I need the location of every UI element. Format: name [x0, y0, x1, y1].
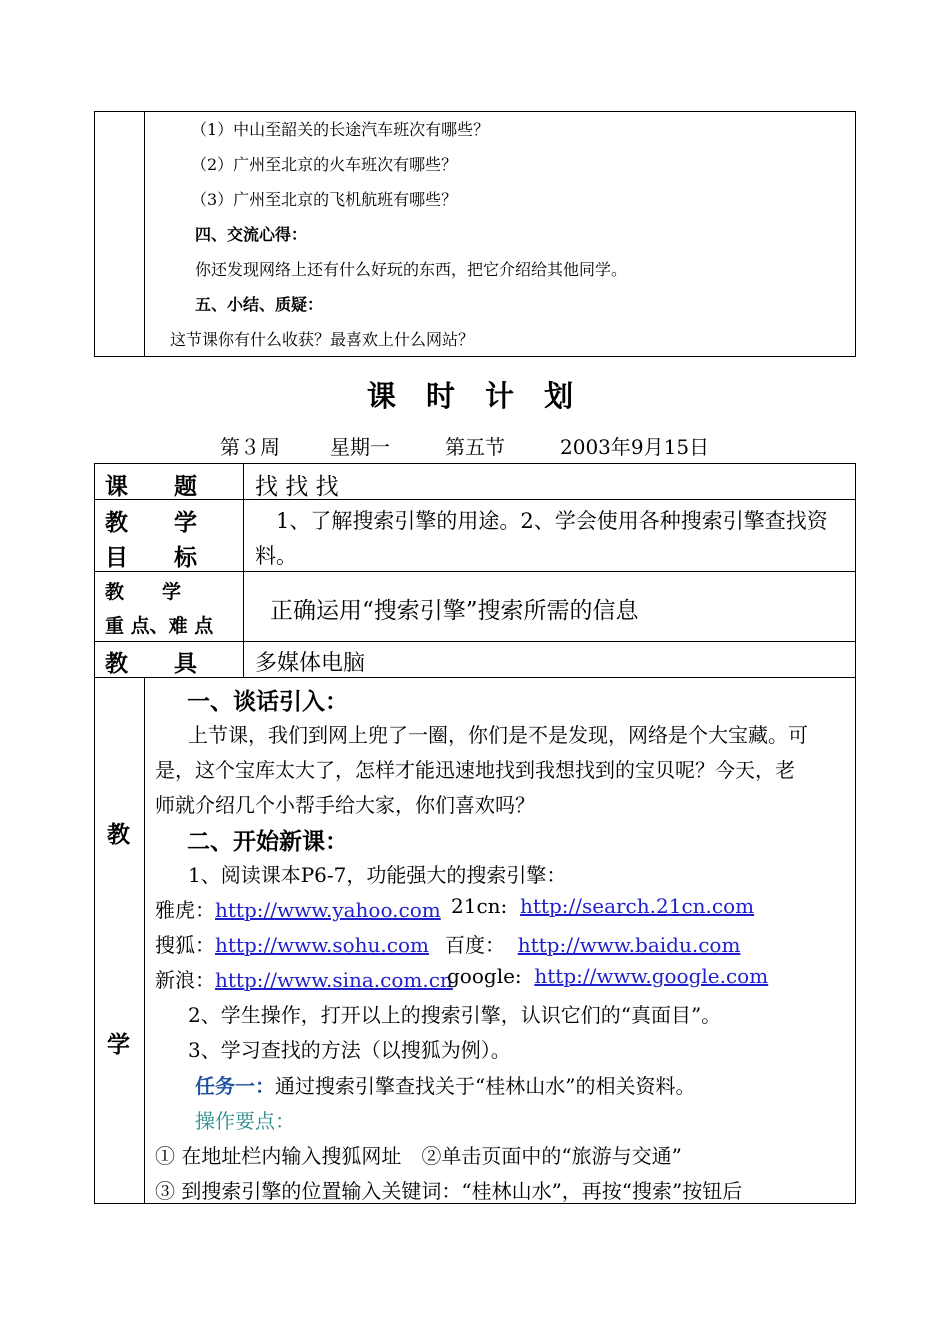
process-label-2: 学 [107, 1031, 130, 1058]
task-line [195, 1070, 695, 1099]
key-label-line-1: 教 学 [105, 581, 182, 603]
engine-name: 雅虎： [155, 898, 215, 922]
period: 第五节 [445, 435, 505, 459]
task-label: 任务一： [195, 1074, 275, 1098]
page-title: 课 时 计 划 [366, 379, 584, 413]
step-1: 1、阅读课本P6-7，功能强大的搜索引擎： [188, 863, 567, 887]
goal-label-line-1: 教 学 [105, 509, 197, 536]
section-heading-5: 五、小结、质疑： [195, 295, 324, 314]
topic-label: 课 题 [105, 473, 197, 500]
row-divider [95, 677, 855, 678]
key-value: 正确运用“搜索引擎”搜索所需的信息 [270, 598, 639, 624]
tips-heading: 操作要点： [195, 1109, 295, 1133]
section-text-5: 这节课你有什么收获？最喜欢上什么网站？ [170, 330, 475, 349]
intro-line-2: 是，这个宝库太大了，怎样才能迅速地找到我想找到的宝贝呢？今天，老 [155, 758, 795, 782]
step-2: 2、学生操作，打开以上的搜索引擎，认识它们的“真面目”。 [188, 1003, 722, 1027]
engine-row [155, 929, 429, 958]
goal-value-line-1: 1、了解搜索引擎的用途。2、学会使用各种搜索引擎查找资 [255, 509, 828, 533]
process-label-1: 教 [107, 821, 130, 848]
engine-row [445, 929, 740, 958]
heading-new-lesson: 二、开始新课： [187, 828, 348, 855]
question-line-2: （2）广州至北京的火车班次有哪些？ [191, 155, 458, 174]
engine-name: 新浪： [155, 968, 215, 992]
engine-link-sina[interactable]: http://www.sina.com.cn [215, 968, 453, 992]
engine-name: 21cn: [451, 894, 508, 918]
section-heading-4: 四、交流心得： [195, 225, 308, 244]
weekday: 星期一 [330, 435, 390, 459]
question-line-3: （3）广州至北京的飞机航班有哪些？ [191, 190, 458, 209]
intro-line-3: 师就介绍几个小帮手给大家，你们喜欢吗？ [155, 793, 535, 817]
engine-row [155, 964, 453, 993]
engine-row [447, 964, 768, 988]
engine-link-21cn[interactable]: http://search.21cn.com [520, 894, 755, 918]
column-divider [243, 464, 244, 677]
engine-row [451, 894, 754, 918]
row-divider [95, 641, 855, 642]
engine-link-baidu[interactable]: http://www.baidu.com [517, 933, 741, 957]
engine-link-google[interactable]: http://www.google.com [534, 964, 769, 988]
date: 2003年9月15日 [560, 435, 710, 459]
step-3: 3、学习查找的方法（以搜狐为例）。 [188, 1038, 511, 1062]
engine-row [155, 894, 441, 923]
column-divider [144, 112, 145, 356]
continuation-table [94, 111, 856, 357]
date-line [0, 431, 950, 459]
tool-label: 教 具 [105, 650, 197, 677]
goal-label-line-2: 目 标 [105, 544, 197, 571]
engine-name: 搜狐： [155, 933, 215, 957]
row-divider [95, 499, 855, 500]
column-divider [144, 677, 145, 1203]
question-line-1: （1）中山至韶关的长途汽车班次有哪些？ [191, 120, 490, 139]
heading-intro: 一、谈话引入： [187, 688, 348, 715]
intro-line-1: 上节课，我们到网上兜了一圈，你们是不是发现，网络是个大宝藏。可 [188, 723, 808, 747]
tool-value: 多媒体电脑 [255, 651, 366, 676]
week-number: 第３周 [220, 435, 280, 459]
engine-link-yahoo[interactable]: http://www.yahoo.com [215, 898, 441, 922]
row-divider [95, 571, 855, 572]
goal-value-line-2: 料。 [255, 544, 297, 568]
section-text-4: 你还发现网络上还有什么好玩的东西，把它介绍给其他同学。 [195, 260, 628, 279]
operation-line-1: ① 在地址栏内输入搜狐网址 ②单击页面中的“旅游与交通” [155, 1144, 682, 1168]
operation-line-3: ③ 到搜索引擎的位置输入关键词：“桂林山水”，再按“搜索”按钮后 [155, 1179, 743, 1203]
engine-name: 百度： [445, 933, 505, 957]
engine-link-sohu[interactable]: http://www.sohu.com [215, 933, 429, 957]
topic-value: 找 找 找 [255, 474, 339, 500]
engine-name: google: [447, 964, 522, 988]
lesson-plan-table [94, 463, 856, 1204]
task-text: 通过搜索引擎查找关于“桂林山水”的相关资料。 [275, 1074, 696, 1098]
key-label-line-2: 重 点、难 点 [105, 615, 214, 637]
